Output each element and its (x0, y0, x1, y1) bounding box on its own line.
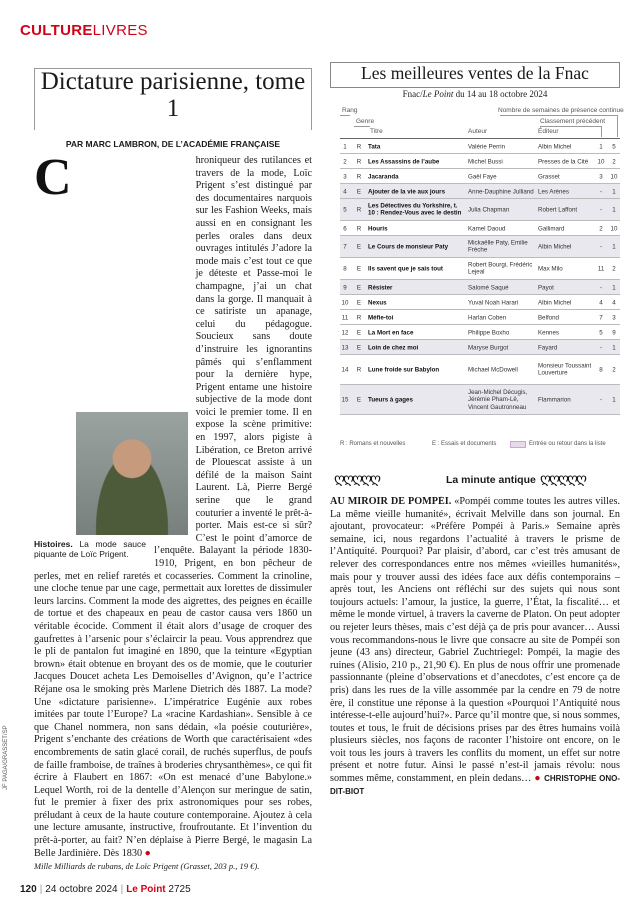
page-number: 120 (20, 884, 37, 895)
table-row (340, 258, 620, 280)
cell-pub: Fayard (538, 343, 558, 351)
table-row (340, 385, 620, 415)
article-body-text: hroniqueur des rutilances et travers de la mode, Loïc Prigent s’est distingué par des documentaires narquois sur les Fashion Weeks, mais aussi en en consignant les perles orales dans deux ouvrages intitulés J’adore la mode mais c’est tout ce que je déteste et Passe-moi le champagne, j’ai un chat dans la gorge. Il manquait à ce satiriste un apanage, celui du pédagogue. Soucieux sans doute d’instruire les ignorantins pâmés qui s’enflamment pour la dernière hype, Prigent entame une histoire subjective de la mode dont voici le premier tome. Il en expose la scène primitive: en 1997, alors pigiste à Libération, ce Breton arrivé de Plouescat assiste à un défilé de la maison Saint Laurent. Là, Pierre Bergé serine que le grand couturier a inventé le prêt-à-porter. Mais est-ce si sûr? C’est le point d’amorce de l’enquête. Balayant la période 1830-1910, Prigent, en bon pêcheur de perles, met en relief raretés et cocasseries. Comment la crinoline, une cloche tenue par une cage, permettait aux lorettes de dissimuler leurs larcins. Comment la mode des aigrettes, des peignes en écaille de tortue et des chapeaux en peau de castor causa vers 1860 un véritable écocide. Comment il était alors d’usage de croquer des gaufrettes à l’arsenic pour s’éclaircir la peau. Vous apprendrez que le pli de pantalon fut imaginé en 1890, que la teinture «Egyptian brown» était obtenue en broyant des os de momie, que le couturier Jacques Doucet acheta Les Demoiselles d’Avignon, qu’e l’actrice Réjane osa le smoking près Marlene Dietrich dès 1887. La mode? Une «dictature parisienne». L’impératrice Eugénie aux robes imitées par toute l’Europe? La «racine Kardashian». Sensible à ce que Chanel nommera, non sans dédain, «la poésie couturière», Prigent s’enchante des créations de Worth que caractérisaient «des encombrements de satin glacé corail, de ruchés superflus, de poufs de faille framboise, de traînes à broderies chrysanthèmes», ce qui fit écrire à Flaubert en 1867: «On est menacé d’une Babylone.» Lequel Worth, roi de la dentelle d’Alençon sur meringue de satin, fut le premier à fixer des prix astronomiques pour ses robes, préludant à ceux de la haute couture contemporaine. Ajoutez à cela une lecture amusante, instructive, froufroutante. Et l’invention du prêt-à-porter, au fait? N’en déplaise à Pierre Bergé, le magasin La Belle Jardinière. Dès 1830 (34, 155, 312, 859)
cell-genre: E (356, 328, 362, 336)
article-byline: PAR MARC LAMBRON, DE L’ACADÉMIE FRANÇAISE (65, 139, 281, 149)
cell-pub: Gallimard (538, 224, 565, 232)
bestseller-title: Les meilleures ventes de la Fnac (361, 63, 589, 83)
cell-rank: 10 (341, 298, 349, 306)
cell-pub: Max Milo (538, 265, 563, 273)
cell-weeks: 10 (610, 172, 618, 180)
cell-prev: 11 (597, 265, 605, 273)
cell-weeks: 1 (612, 396, 616, 404)
cell-pub: Grasset (538, 172, 560, 180)
cell-author: Harlan Coben (468, 313, 507, 321)
header-weeks: Nombre de semaines de présence continue (498, 107, 624, 114)
rubric-culture: CULTURE (20, 22, 93, 39)
rule (500, 115, 618, 116)
cell-title: Tata (368, 142, 381, 150)
footer-separator: | (39, 884, 43, 895)
cell-author: Michel Bussi (468, 157, 503, 165)
bestseller-subtitle (330, 89, 620, 99)
rule (601, 126, 602, 137)
cell-author: Jean-Michel Décugis, Jérémie Pham-Lê, Vincent Gautronneau (468, 388, 528, 411)
cell-rank: 3 (343, 172, 347, 180)
table-row (340, 325, 620, 340)
cell-author: Robert Bourgi, Frédéric Lejeal (468, 261, 533, 276)
table-row (340, 221, 620, 236)
cell-title: Les Détectives du Yorkshire, t. 10 : Rendez-Vous avec le destin (368, 202, 462, 217)
cell-weeks: 1 (612, 187, 616, 195)
cell-prev: - (599, 206, 603, 214)
cell-prev: 7 (599, 313, 603, 321)
cell-weeks: 9 (612, 328, 616, 336)
cell-pub: Albin Michel (538, 142, 572, 150)
table-row (340, 139, 620, 154)
cell-author: Philippe Boxho (468, 328, 510, 336)
cell-prev: - (599, 343, 603, 351)
cell-author: Kamel Daoud (468, 224, 506, 232)
cell-genre: E (356, 343, 362, 351)
rule (354, 126, 370, 127)
cell-rank: 12 (341, 328, 349, 336)
table-row (340, 154, 620, 169)
subtitle-source: Fnac/ (402, 89, 423, 99)
cell-genre: R (356, 313, 362, 321)
book-reference: Mille Milliards de rubans, de Loïc Prigent (Grasset, 203 p., 19 €). (34, 861, 260, 872)
cell-prev: 10 (597, 157, 605, 165)
cell-weeks: 3 (612, 313, 616, 321)
cell-rank: 15 (341, 396, 349, 404)
cell-pub: Belfond (538, 313, 559, 321)
rubric-livres: LIVRES (92, 22, 148, 39)
header-rang: Rang (342, 107, 358, 114)
cell-genre: E (356, 396, 362, 404)
cell-title: Le Cours de monsieur Paty (368, 243, 449, 251)
cell-prev: 4 (599, 298, 603, 306)
cell-pub: Albin Michel (538, 243, 572, 251)
cell-title: Tueurs à gages (368, 396, 413, 404)
header-previous: Classement précédent (540, 118, 606, 125)
cell-prev: - (599, 283, 603, 291)
cell-rank: 13 (341, 343, 349, 351)
cell-prev: - (599, 243, 603, 251)
cell-rank: 4 (343, 187, 347, 195)
cell-pub: Albin Michel (538, 298, 572, 306)
cell-weeks: 4 (612, 298, 616, 306)
minute-headline: AU MIROIR DE POMPÉI. (330, 496, 452, 507)
table-row (340, 184, 620, 199)
caption-text: La mode sauce piquante de Loïc Prigent. (34, 539, 146, 559)
cell-title: Jacaranda (368, 172, 399, 180)
minute-antique-text (330, 496, 620, 876)
cell-title: Résister (368, 283, 393, 291)
rule (340, 115, 350, 116)
legend-romans: R : Romans et nouvelles (340, 441, 406, 447)
header-titre: Titre (370, 128, 383, 135)
issue-date: 24 octobre 2024 (45, 884, 118, 895)
cell-weeks: 5 (612, 142, 616, 150)
cell-weeks: 2 (612, 157, 616, 165)
end-mark: ● (534, 773, 542, 785)
cell-author: Maryse Burgot (468, 343, 509, 351)
cell-rank: 2 (343, 157, 347, 165)
cell-pub: Robert Laffont (538, 206, 578, 214)
table-row (340, 199, 620, 221)
cell-genre: E (356, 243, 362, 251)
cell-title: Les Assassins de l’aube (368, 157, 440, 165)
cell-rank: 14 (341, 366, 349, 374)
header-genre: Genre (356, 118, 375, 125)
cell-prev: 8 (599, 366, 603, 374)
photo-caption (34, 539, 146, 559)
cell-rank: 11 (341, 313, 349, 321)
legend-entry-text: Entrée ou retour dans la liste (529, 441, 606, 447)
cell-rank: 7 (343, 243, 347, 251)
cell-genre: R (356, 366, 362, 374)
cell-title: Ils savent que je sais tout (368, 265, 443, 273)
cell-prev: 1 (599, 142, 603, 150)
table-row (340, 169, 620, 184)
table-legend (340, 441, 620, 451)
table-row (340, 340, 620, 355)
cell-rank: 8 (343, 265, 347, 273)
cell-title: Lune froide sur Babylon (368, 366, 440, 374)
cell-title: Loin de chez moi (368, 343, 419, 351)
caption-bold: Histoires. (34, 539, 73, 549)
cell-weeks: 10 (610, 224, 618, 232)
cell-author: Julia Chapman (468, 206, 510, 214)
footer-separator: | (120, 884, 124, 895)
page-footer (20, 884, 191, 895)
cell-author: Michael McDowell (468, 366, 518, 374)
cell-rank: 1 (343, 142, 347, 150)
cell-pub: Kennes (538, 328, 559, 336)
cell-genre: E (356, 265, 362, 273)
wave-ornament-icon: ღღღღღ (540, 471, 586, 487)
cell-author: Anne-Dauphine Julliand (468, 187, 534, 195)
cell-genre: R (356, 224, 362, 232)
cell-pub: Presses de la Cité (538, 157, 589, 165)
legend-swatch (510, 441, 526, 448)
header-auteur: Auteur (468, 128, 488, 135)
author-photo (76, 412, 188, 535)
rule (540, 126, 602, 127)
cell-author: Valérie Perrin (468, 142, 506, 150)
cell-weeks: 2 (612, 366, 616, 374)
cell-prev: - (599, 187, 603, 195)
cell-prev: 2 (599, 224, 603, 232)
cell-genre: E (356, 187, 362, 195)
cell-genre: E (356, 283, 362, 291)
cell-weeks: 2 (612, 265, 616, 273)
cell-pub: Les Arènes (538, 187, 569, 195)
cell-rank: 5 (343, 206, 347, 214)
cell-author: Salomé Saqué (468, 283, 509, 291)
minute-antique-banner (330, 468, 620, 490)
legend-entry (510, 441, 606, 448)
cell-prev: - (599, 396, 603, 404)
cell-genre: R (356, 157, 362, 165)
article-title: Dictature parisienne, tome 1 (40, 68, 306, 122)
cell-title: Méfie-toi (368, 313, 394, 321)
article-body (34, 155, 312, 873)
table-row (340, 355, 620, 385)
cell-pub: Flammarion (538, 396, 571, 404)
cell-author: Gaël Faye (468, 172, 497, 180)
cell-author: Mickaëlle Paty, Emilie Frèche (468, 239, 528, 254)
cell-genre: R (356, 206, 362, 214)
cell-title: Houris (368, 224, 388, 232)
cell-weeks: 1 (612, 243, 616, 251)
cell-pub: Payot (538, 283, 554, 291)
cell-rank: 6 (343, 224, 347, 232)
table-row (340, 295, 620, 310)
cell-genre: R (356, 172, 362, 180)
portrait-image (76, 412, 188, 535)
wave-ornament-icon: ღღღღღ (334, 471, 380, 487)
cell-title: Nexus (368, 298, 387, 306)
cell-weeks: 1 (612, 206, 616, 214)
magazine-name: Le Point (126, 884, 166, 895)
minute-body: «Pompéi comme toutes les autres villes. La même vieille humanité», écrivait Melville dans son journal. En ajoutant, provocateur: «Préfère Pompéi à Paris.» Semaine après semaine, ici, nous regardons l’actualité à travers le prisme de l’Antiquité. Pourquoi? Par plaisir, d’abord, car c’est très amusant de relever des correspondances entre nos mêmes «vieilles humanités», mais pour y trouver aussi des idées face aux défis contemporains – après tout, les Anciens ont réfléchi sur des sujets qui nous sont toujours actuels: l’amour, la justice, la guerre, l’État, la fiscalité… et même le monde virtuel, à travers la caverne de Platon. On peut adopter ou rejeter leurs thèses, mais c’est déjà ça de pris pour avancer… Aussi vous recommandons-nous le livre que consacre au site de Pompéi son jeune (43 ans) directeur, Gabriel Zuchtriegel: Pompéi, la magie des ruines (Alisio, 210 p., 21,90 €). En plus de nous offrir une promenade passionnante (pleine d’observations et d’anecdotes, c’est encore ça de pris) dans les rues de la ville assommée par la cendre en 79 de notre ère, il constitue une réponse à la question «Pourquoi l’Antiquité nous intéresse-t-elle aujourd’hui?». Parce qu’il montre que, si nous sommes, toutes et tous, le fruit de décisions prises par des êtres humains voilà plusieurs siècles, nos façons de raconter l’histoire ont encore, on le voit tous les jours à travers les conflits du moment, un effet sur notre présent et notre futur. Ainsi le passé n’est-il jamais révolu: nous sommes même, constamment, en plein dedans… (330, 496, 620, 785)
cell-title: La Mort en face (368, 328, 414, 336)
cell-weeks: 1 (612, 283, 616, 291)
minute-antique-label: La minute antique (446, 474, 536, 486)
table-row (340, 280, 620, 295)
cell-pub: Monsieur Toussaint Louverture (538, 362, 592, 377)
subtitle-dates: du 14 au 18 octobre 2024 (453, 89, 548, 99)
cell-weeks: 1 (612, 343, 616, 351)
rule (617, 115, 618, 137)
cell-rank: 9 (343, 283, 347, 291)
cell-author: Yuval Noah Harari (468, 298, 519, 306)
cell-genre: E (356, 298, 362, 306)
end-mark: ● (144, 847, 151, 859)
minute-signature: CHRISTOPHE ONO-DIT-BIOT (330, 774, 620, 796)
table-row (340, 236, 620, 258)
section-rubric (20, 22, 148, 39)
issue-number: 2725 (168, 884, 191, 895)
row-rule (340, 414, 620, 415)
table-row (340, 310, 620, 325)
cell-title: Ajouter de la vie aux jours (368, 187, 446, 195)
cell-prev: 3 (599, 172, 603, 180)
cell-genre: R (356, 142, 362, 150)
subtitle-magazine: Le Point (422, 89, 454, 99)
header-editeur: Éditeur (538, 128, 559, 135)
photo-credit: JF PAGA/GRASSET/SP (3, 725, 9, 790)
dropcap: C (34, 155, 72, 206)
legend-essais: E : Essais et documents (432, 441, 497, 447)
cell-prev: 5 (599, 328, 603, 336)
